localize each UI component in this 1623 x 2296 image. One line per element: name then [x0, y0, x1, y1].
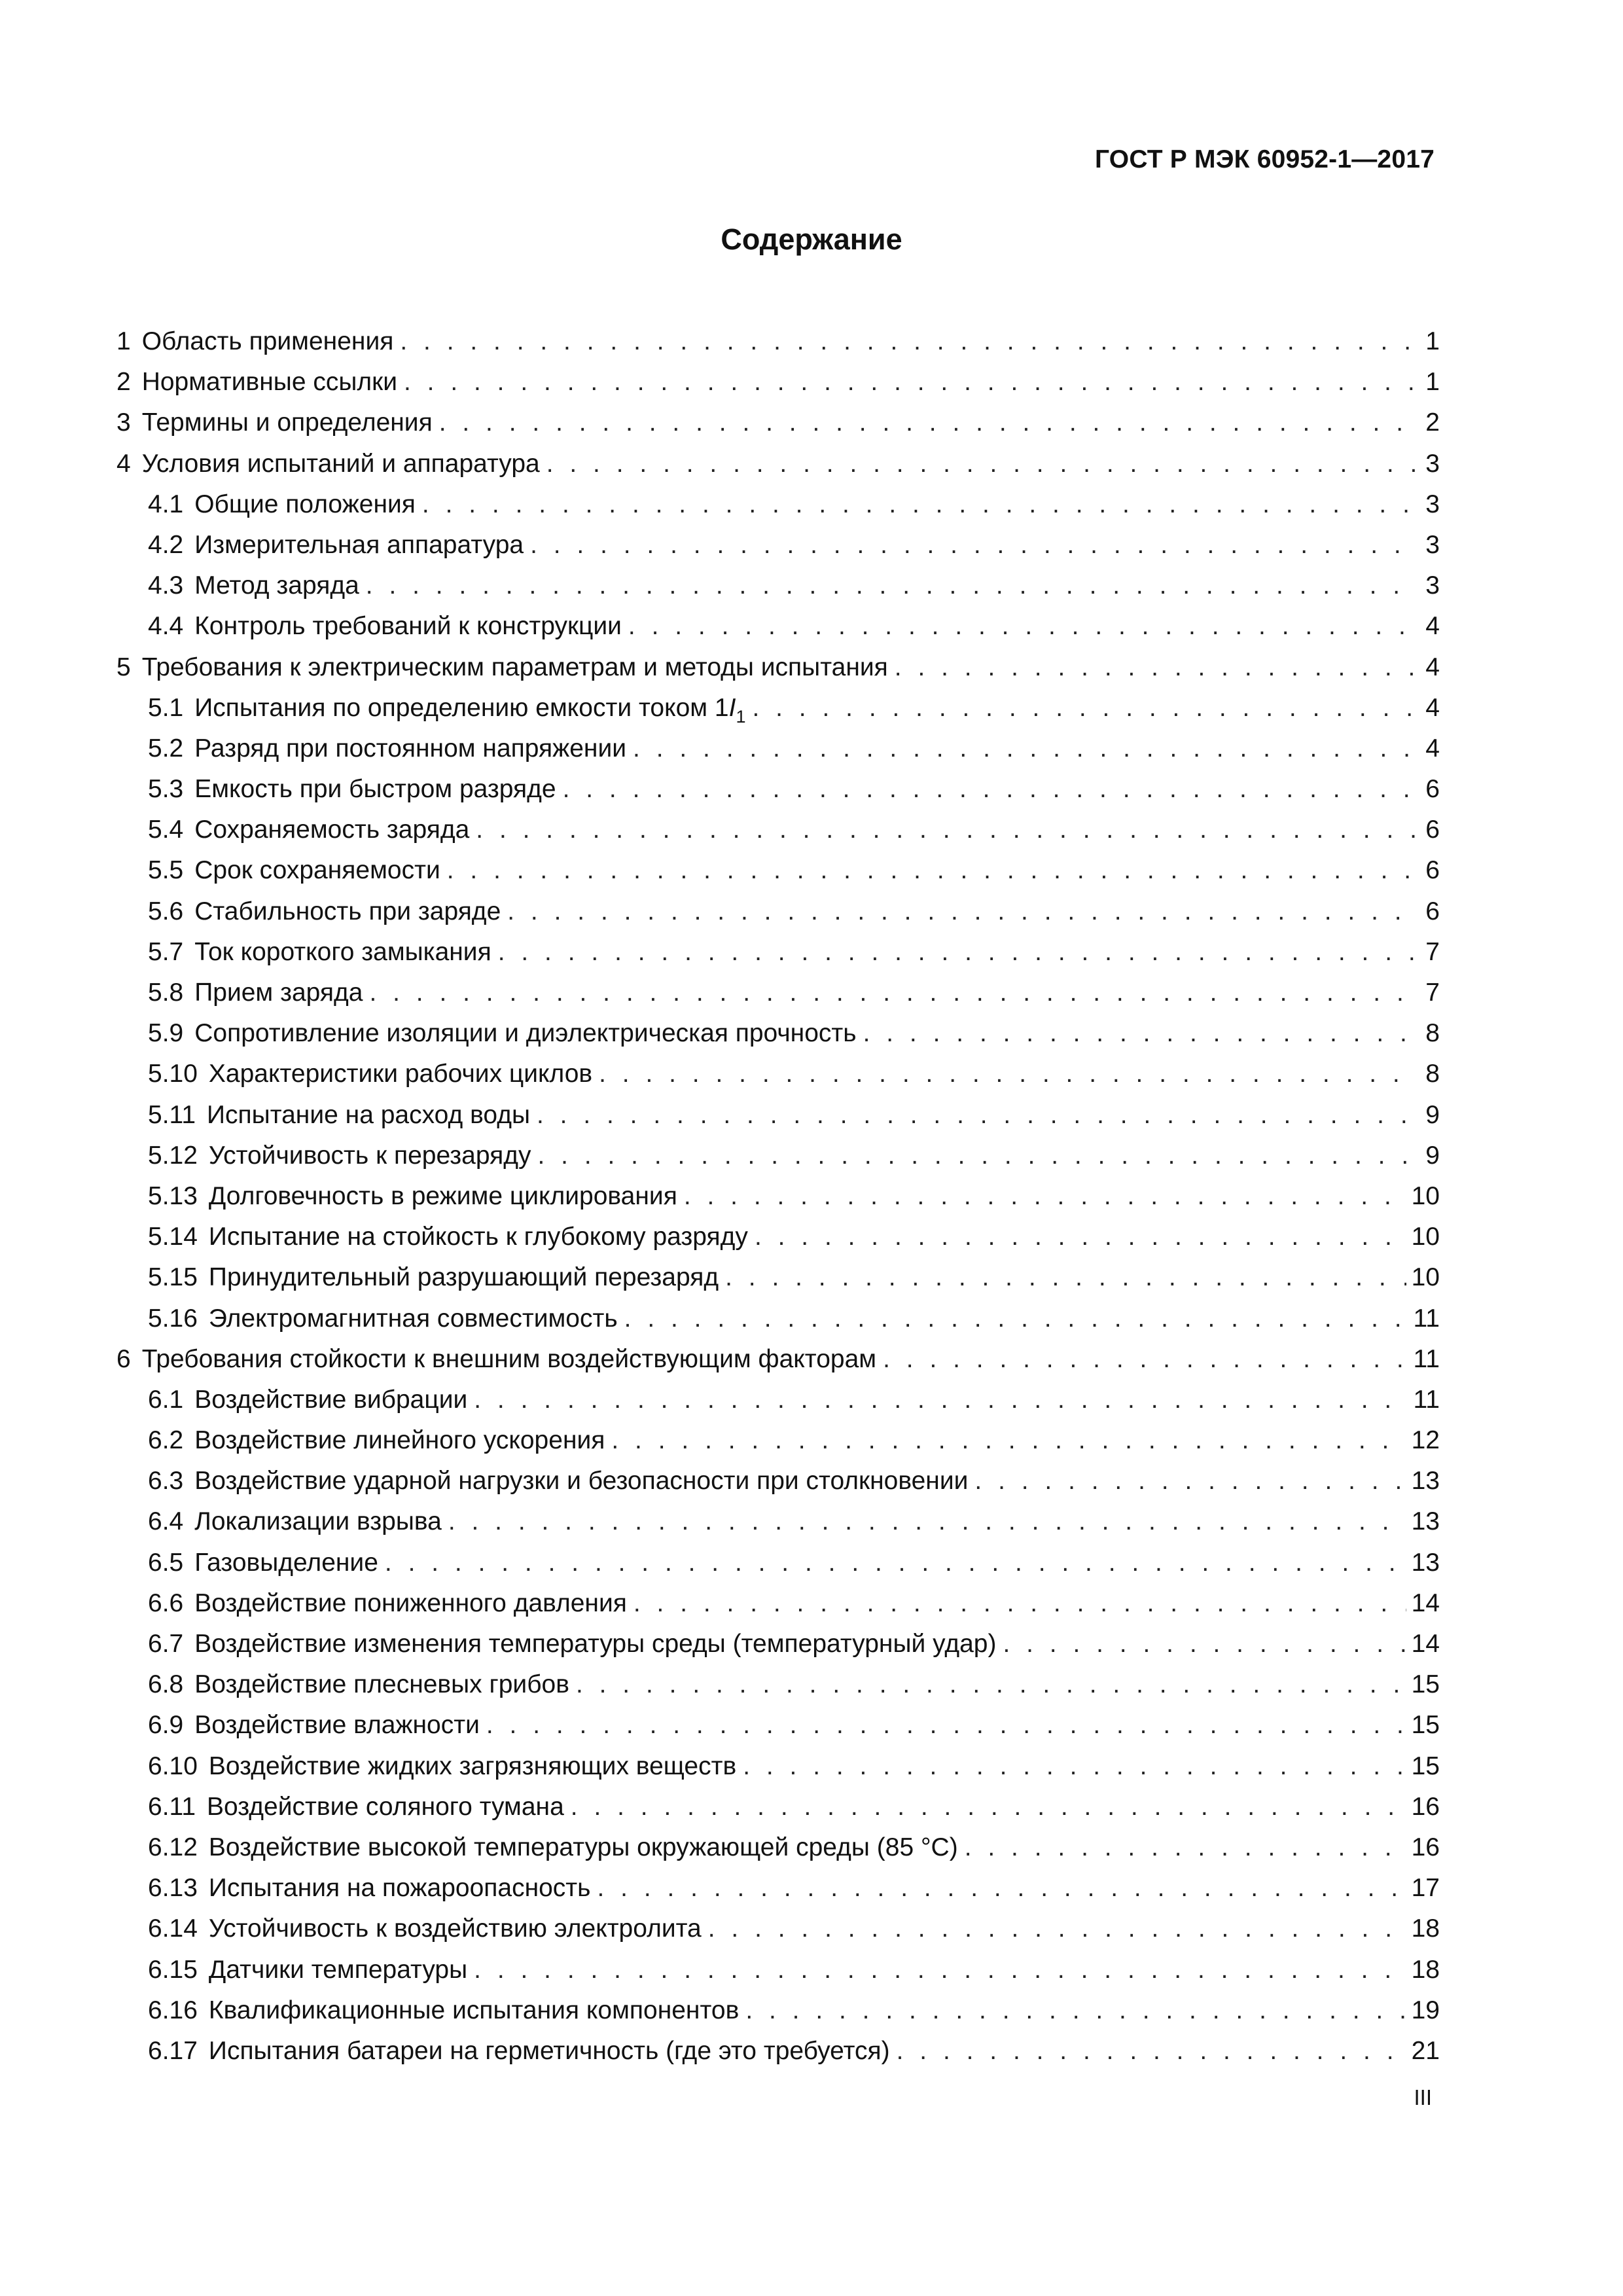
toc-entry[interactable]: [116, 362, 1440, 403]
standard-designation: ГОСТ Р МЭК 60952-1—2017: [1095, 145, 1435, 173]
toc-entry-page: 13: [1411, 1548, 1440, 1577]
toc-dot-leader: [507, 891, 1418, 932]
toc-entry-title-text: Требования стойкости к внешним воздействующим факторам: [141, 1344, 877, 1373]
toc-entry-title-text: Квалификационные испытания компонентов: [208, 1996, 740, 2024]
toc-entry-page: 6: [1425, 816, 1440, 844]
toc-entry-number: 4: [116, 449, 131, 478]
toc-entry[interactable]: [116, 1217, 1440, 1257]
toc-entry-title: [131, 321, 394, 362]
toc-entry[interactable]: [116, 1299, 1440, 1339]
toc-entry-title-text: Термины и определения: [141, 408, 433, 437]
toc-entry-title-text: Измерительная аппаратура: [194, 530, 524, 559]
toc-entry-title: [183, 484, 416, 525]
toc-entry-title-text: Характеристики рабочих циклов: [208, 1060, 593, 1088]
toc-entry-number: 5.2: [148, 734, 184, 762]
toc-dot-leader: [448, 1501, 1406, 1542]
toc-entry-title-text: Воздействие соляного тумана: [207, 1792, 564, 1821]
toc-entry-number: 5.9: [148, 1019, 184, 1048]
toc-entry[interactable]: [116, 1339, 1440, 1380]
toc-entry-title: [131, 444, 540, 484]
toc-entry-number: 5.14: [148, 1223, 198, 1251]
toc-entry[interactable]: [116, 1868, 1440, 1909]
toc-entry-title-text: Воздействие плесневых грибов: [194, 1670, 569, 1699]
toc-entry-number: 6.15: [148, 1955, 198, 1984]
toc-entry-number: 6.17: [148, 2036, 198, 2065]
toc-entry-number: 5.7: [148, 937, 184, 966]
toc-entry[interactable]: [116, 932, 1440, 973]
toc-entry-title: [198, 1868, 591, 1909]
toc-entry-title-text: Принудительный разрушающий перезаряд: [208, 1263, 719, 1292]
toc-entry-title-text: Воздействие высокой температуры окружающей среды (85 °С): [208, 1833, 958, 1861]
toc-entry[interactable]: [116, 565, 1440, 606]
toc-entry[interactable]: [116, 1664, 1440, 1705]
toc-entry[interactable]: [116, 1380, 1440, 1420]
toc-entry[interactable]: [116, 1583, 1440, 1624]
toc-entry-title: [183, 1624, 996, 1664]
toc-entry-title-text: Воздействие вибрации: [194, 1385, 468, 1414]
toc-dot-leader: [400, 321, 1418, 362]
toc-entry-page: 15: [1411, 1751, 1440, 1780]
toc-entry-page: 4: [1425, 612, 1440, 641]
toc-entry-page: 18: [1411, 1914, 1440, 1943]
toc-entry-page: 16: [1411, 1833, 1440, 1861]
toc-entry[interactable]: [116, 321, 1440, 362]
toc-entry-page: 18: [1411, 1955, 1440, 1984]
toc-entry-title: [183, 606, 622, 647]
toc-entry-title-text: Прием заряда: [194, 978, 363, 1007]
toc-entry[interactable]: [116, 1420, 1440, 1461]
toc-entry-number: 6: [116, 1344, 131, 1373]
toc-entry-title: [198, 1054, 592, 1094]
toc-entry-title-text: Испытание на расход воды: [207, 1100, 530, 1129]
toc-entry-number: 6.10: [148, 1751, 198, 1780]
toc-entry-page: 11: [1413, 1344, 1440, 1373]
toc-entry-page: 16: [1411, 1792, 1440, 1821]
toc-entry-title-text: Воздействие ударной нагрузки и безопасности при столкновении: [194, 1467, 969, 1496]
toc-entry-number: 4.1: [148, 490, 184, 518]
toc-entry-page: 10: [1411, 1223, 1440, 1251]
toc-entry-title: [183, 810, 469, 850]
toc-entry-number: 5.15: [148, 1263, 198, 1292]
toc-dot-leader: [974, 1461, 1406, 1501]
toc-dot-leader: [385, 1543, 1406, 1583]
toc-entry-title: [183, 932, 491, 973]
toc-dot-leader: [439, 403, 1418, 443]
toc-dot-leader: [863, 1013, 1418, 1054]
toc-entry-page: 9: [1425, 1100, 1440, 1129]
toc-entry[interactable]: [116, 1461, 1440, 1501]
toc-entry[interactable]: [116, 850, 1440, 891]
toc-dot-leader: [725, 1257, 1406, 1298]
toc-entry-number: 5.4: [148, 816, 184, 844]
toc-entry-number: 6.9: [148, 1711, 184, 1740]
toc-dot-leader: [530, 525, 1418, 565]
toc-entry-number: 5.13: [148, 1181, 198, 1210]
toc-entry-title-text: Условия испытаний и аппаратура: [141, 449, 540, 478]
toc-dot-leader: [895, 647, 1418, 688]
toc-entry-title: [198, 1990, 739, 2031]
toc-entry-title: [198, 1299, 618, 1339]
toc-dot-leader: [369, 973, 1418, 1013]
toc-entry[interactable]: [116, 810, 1440, 850]
toc-entry-number: 5.5: [148, 856, 184, 885]
toc-dot-leader: [576, 1664, 1406, 1705]
table-of-contents: [116, 321, 1440, 2072]
toc-entry-title: [198, 1909, 702, 1949]
toc-entry-page: 13: [1411, 1467, 1440, 1496]
toc-entry-number: 6.5: [148, 1548, 184, 1577]
toc-entry-page: 4: [1425, 653, 1440, 681]
toc-entry-title-text: Срок сохраняемости: [194, 856, 440, 885]
toc-entry-title-text: Нормативные ссылки: [141, 368, 397, 397]
toc-entry-title: [131, 403, 433, 443]
toc-entry-title-text: Датчики температуры: [208, 1955, 468, 1984]
toc-dot-leader: [537, 1095, 1418, 1136]
toc-entry-title-text: Ток короткого замыкания: [194, 937, 491, 966]
toc-entry-title: [183, 1664, 569, 1705]
toc-entry-page: 11: [1413, 1385, 1440, 1414]
toc-entry-title-text: Сопротивление изоляции и диэлектрическая прочность: [194, 1019, 857, 1048]
toc-entry-number: 6.8: [148, 1670, 184, 1699]
toc-entry-title-text: Испытания по определению емкости током 1: [194, 693, 729, 722]
toc-dot-leader: [597, 1868, 1406, 1909]
toc-entry-page: 8: [1425, 1019, 1440, 1048]
toc-entry[interactable]: [116, 728, 1440, 769]
toc-entry-subscript: 1: [736, 706, 746, 726]
toc-entry[interactable]: [116, 891, 1440, 932]
toc-entry[interactable]: [116, 606, 1440, 647]
toc-entry-title: [198, 1257, 719, 1298]
toc-dot-leader: [708, 1909, 1406, 1949]
toc-entry-page: 4: [1425, 693, 1440, 722]
toc-entry-number: 3: [116, 408, 131, 437]
toc-dot-leader: [743, 1746, 1406, 1787]
toc-entry-title: [183, 565, 359, 606]
toc-entry-number: 2: [116, 368, 131, 397]
toc-entry-title: [198, 1217, 748, 1257]
toc-entry-title-text: Воздействие изменения температуры среды (температурный удар): [194, 1630, 997, 1658]
toc-dot-leader: [474, 1380, 1408, 1420]
toc-dot-leader: [628, 606, 1418, 647]
toc-entry-number: 5.1: [148, 693, 184, 722]
toc-entry-page: 9: [1425, 1141, 1440, 1170]
toc-entry[interactable]: [116, 1746, 1440, 1787]
toc-entry-title-text: Газовыделение: [194, 1548, 378, 1577]
toc-entry[interactable]: [116, 1136, 1440, 1176]
toc-entry-title: [183, 728, 626, 769]
toc-entry[interactable]: [116, 444, 1440, 484]
toc-entry-title: [183, 1501, 442, 1542]
toc-entry[interactable]: [116, 484, 1440, 525]
toc-entry-page: 15: [1411, 1670, 1440, 1699]
toc-entry-page: 14: [1411, 1588, 1440, 1617]
toc-entry-number: 6.3: [148, 1467, 184, 1496]
toc-entry-title-text: Испытание на стойкость к глубокому разряду: [208, 1223, 748, 1251]
toc-entry[interactable]: [116, 688, 1440, 728]
toc-entry[interactable]: [116, 1705, 1440, 1746]
toc-entry-title-text: Емкость при быстром разряде: [194, 775, 556, 804]
toc-entry-title-text: Локализации взрыва: [194, 1507, 442, 1536]
toc-dot-leader: [476, 810, 1418, 850]
toc-entry-title-text: Испытания батареи на герметичность (где это требуется): [208, 2036, 890, 2065]
toc-entry-number: 6.6: [148, 1588, 184, 1617]
toc-entry[interactable]: [116, 2031, 1440, 2072]
toc-dot-leader: [624, 1299, 1408, 1339]
toc-entry-page: 14: [1411, 1630, 1440, 1658]
toc-dot-leader: [684, 1176, 1406, 1217]
toc-entry-title-text: Воздействие жидких загрязняющих веществ: [208, 1751, 737, 1780]
toc-entry[interactable]: [116, 1095, 1440, 1136]
toc-entry-number: 6.1: [148, 1385, 184, 1414]
toc-entry-page: 8: [1425, 1060, 1440, 1088]
toc-entry-title-text: Электромагнитная совместимость: [208, 1304, 618, 1333]
toc-entry-title: [198, 1746, 736, 1787]
toc-dot-leader: [611, 1420, 1406, 1461]
toc-entry-title-text: Воздействие линейного ускорения: [194, 1426, 605, 1455]
toc-entry-number: 5.8: [148, 978, 184, 1007]
toc-entry-page: 6: [1425, 856, 1440, 885]
toc-entry-page: 15: [1411, 1711, 1440, 1740]
toc-entry[interactable]: [116, 1176, 1440, 1217]
toc-entry-page: 12: [1411, 1426, 1440, 1455]
toc-dot-leader: [745, 1990, 1406, 2031]
toc-entry[interactable]: [116, 1543, 1440, 1583]
toc-dot-leader: [422, 484, 1418, 525]
toc-entry-title-text: Требования к электрическим параметрам и методы испытания: [141, 653, 888, 681]
toc-entry-title-text: Контроль требований к конструкции: [194, 612, 622, 641]
toc-entry-page: 3: [1425, 449, 1440, 478]
toc-entry-title: [198, 1136, 531, 1176]
page-number: III: [1414, 2085, 1432, 2109]
toc-entry[interactable]: [116, 1909, 1440, 1949]
toc-dot-leader: [1003, 1624, 1406, 1664]
toc-entry-page: 7: [1425, 937, 1440, 966]
toc-entry-number: 1: [116, 327, 131, 355]
toc-entry-title: [131, 647, 888, 688]
toc-entry[interactable]: [116, 1990, 1440, 2031]
toc-entry-title: [131, 1339, 876, 1380]
toc-entry-title: [196, 1787, 564, 1827]
toc-entry-page: 13: [1411, 1507, 1440, 1536]
toc-entry-title: [183, 1461, 968, 1501]
toc-entry-page: 4: [1425, 734, 1440, 762]
toc-entry-title-text: Сохраняемость заряда: [194, 816, 470, 844]
toc-dot-leader: [571, 1787, 1406, 1827]
toc-entry-title: [131, 362, 397, 403]
toc-entry-title: [183, 850, 440, 891]
toc-dot-leader: [752, 688, 1418, 728]
toc-entry-page: 11: [1413, 1304, 1440, 1333]
toc-entry-title: [198, 1950, 467, 1990]
toc-entry-title-text: Устойчивость к воздействию электролита: [208, 1914, 702, 1943]
toc-entry-title-text: Область применения: [141, 327, 394, 355]
toc-dot-leader: [897, 2031, 1406, 2072]
toc-entry-number: 6.13: [148, 1874, 198, 1903]
toc-dot-leader: [474, 1950, 1406, 1990]
toc-entry-page: 3: [1425, 571, 1440, 600]
toc-entry-title: [183, 769, 556, 810]
toc-dot-leader: [965, 1827, 1406, 1868]
toc-entry-title-text: Устойчивость к перезаряду: [208, 1141, 531, 1170]
toc-entry-title: [183, 1583, 627, 1624]
toc-entry-title: [183, 525, 524, 565]
toc-entry[interactable]: [116, 1827, 1440, 1868]
toc-entry-number: 6.4: [148, 1507, 184, 1536]
toc-entry-number: 6.14: [148, 1914, 198, 1943]
toc-entry-title: [183, 1013, 856, 1054]
toc-entry-title-text: Долговечность в режиме циклирования: [208, 1181, 677, 1210]
toc-entry-page: 1: [1425, 368, 1440, 397]
toc-entry[interactable]: [116, 1054, 1440, 1094]
toc-entry-title-text: Воздействие влажности: [194, 1711, 480, 1740]
toc-entry[interactable]: [116, 1787, 1440, 1827]
toc-entry-title: [183, 1705, 480, 1746]
toc-entry-title-text: Стабильность при заряде: [194, 897, 501, 925]
toc-entry-page: 10: [1411, 1263, 1440, 1292]
toc-entry-number: 6.2: [148, 1426, 184, 1455]
toc-dot-leader: [599, 1054, 1418, 1094]
toc-entry-symbol: I: [728, 693, 736, 722]
toc-dot-leader: [633, 1583, 1406, 1624]
toc-dot-leader: [883, 1339, 1408, 1380]
toc-entry-number: 5.10: [148, 1060, 198, 1088]
toc-entry-title: [183, 1380, 467, 1420]
toc-entry-page: 6: [1425, 775, 1440, 804]
toc-entry-page: 17: [1411, 1874, 1440, 1903]
toc-dot-leader: [404, 362, 1418, 403]
toc-entry[interactable]: [116, 525, 1440, 565]
toc-entry-number: 5: [116, 653, 131, 681]
toc-entry-title: [198, 1176, 677, 1217]
toc-entry[interactable]: [116, 769, 1440, 810]
toc-entry[interactable]: [116, 1950, 1440, 1990]
toc-entry-title-text: Воздействие пониженного давления: [194, 1588, 627, 1617]
toc-entry[interactable]: [116, 403, 1440, 443]
toc-entry[interactable]: [116, 647, 1440, 688]
toc-entry-number: 4.2: [148, 530, 184, 559]
toc-entry-number: 6.12: [148, 1833, 198, 1861]
toc-entry-title: [183, 891, 501, 932]
toc-entry-title: [183, 973, 363, 1013]
toc-entry-number: 5.12: [148, 1141, 198, 1170]
page-title: Содержание: [721, 223, 902, 256]
toc-dot-leader: [447, 850, 1418, 891]
toc-dot-leader: [486, 1705, 1406, 1746]
toc-entry-page: 6: [1425, 897, 1440, 925]
toc-entry-page: 7: [1425, 978, 1440, 1007]
toc-dot-leader: [498, 932, 1418, 973]
toc-entry-title-text: Метод заряда: [194, 571, 359, 600]
toc-entry-title: [183, 1543, 378, 1583]
toc-entry-title: [198, 2031, 890, 2072]
toc-entry-number: 4.3: [148, 571, 184, 600]
toc-dot-leader: [366, 565, 1418, 606]
toc-entry-title-text: Разряд при постоянном напряжении: [194, 734, 627, 762]
toc-entry-title: [196, 1095, 530, 1136]
toc-entry-title: [183, 688, 745, 730]
toc-entry-number: 5.16: [148, 1304, 198, 1333]
toc-entry-number: 5.11: [148, 1100, 196, 1129]
toc-entry-number: 5.6: [148, 897, 184, 925]
toc-entry-title: [183, 1420, 605, 1461]
toc-entry[interactable]: [116, 1501, 1440, 1542]
toc-entry-title-text: Испытания на пожароопасность: [208, 1874, 591, 1903]
toc-entry-page: 19: [1411, 1996, 1440, 2024]
toc-entry-number: 6.16: [148, 1996, 198, 2024]
toc-entry-number: 5.3: [148, 775, 184, 804]
toc-entry[interactable]: [116, 973, 1440, 1013]
toc-dot-leader: [538, 1136, 1418, 1176]
toc-entry[interactable]: [116, 1257, 1440, 1298]
toc-entry-page: 1: [1425, 327, 1440, 355]
toc-entry[interactable]: [116, 1624, 1440, 1664]
toc-entry[interactable]: [116, 1013, 1440, 1054]
toc-entry-title-text: Общие положения: [194, 490, 416, 518]
toc-entry-number: 6.7: [148, 1630, 184, 1658]
toc-dot-leader: [633, 728, 1418, 769]
toc-entry-page: 10: [1411, 1181, 1440, 1210]
toc-dot-leader: [563, 769, 1418, 810]
toc-dot-leader: [546, 444, 1418, 484]
toc-entry-title: [198, 1827, 958, 1868]
toc-entry-page: 21: [1411, 2036, 1440, 2065]
toc-entry-page: 2: [1425, 408, 1440, 437]
toc-entry-page: 3: [1425, 530, 1440, 559]
toc-dot-leader: [755, 1217, 1406, 1257]
toc-entry-page: 3: [1425, 490, 1440, 518]
toc-entry-number: 4.4: [148, 612, 184, 641]
toc-entry-number: 6.11: [148, 1792, 196, 1821]
